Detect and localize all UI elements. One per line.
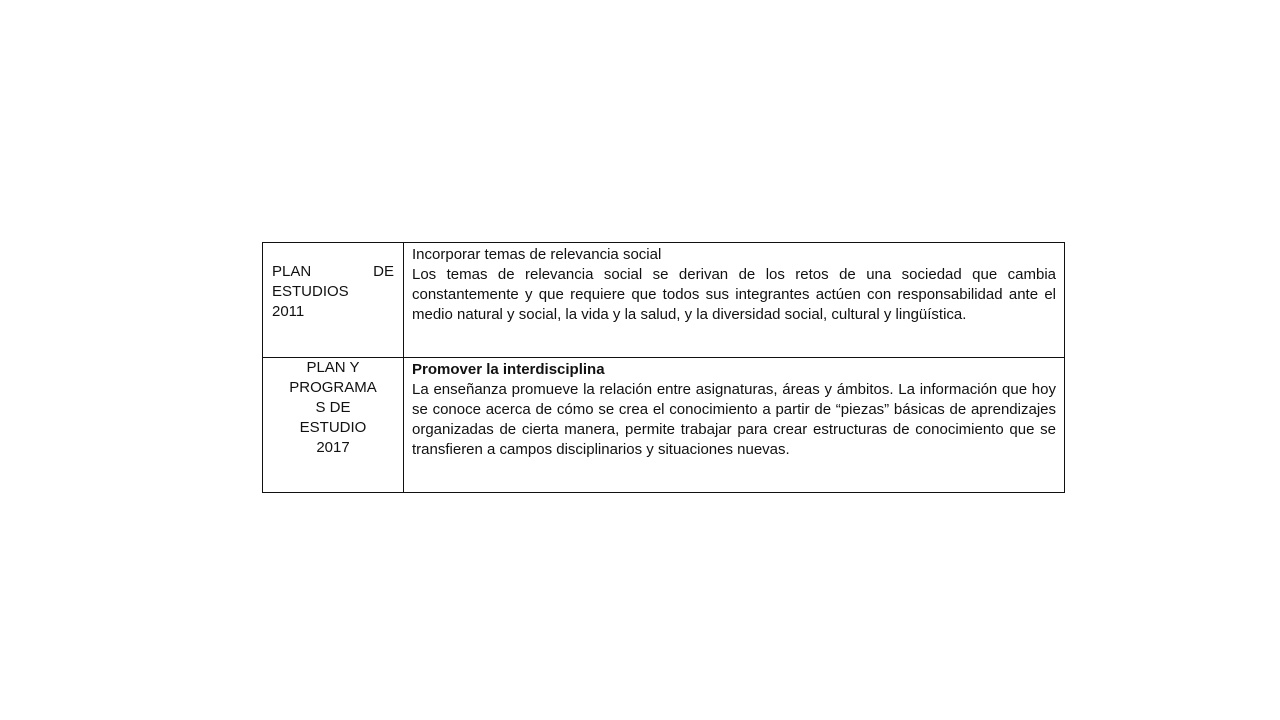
principle-description: Los temas de relevancia social se derivan de los retos de una sociedad que cambia constantemente y que requiere que todos sus integrantes actúen con responsabilidad ante el medio natural y social, la vida y la salud, y la diversidad social, cultural y lingüística. [412,266,1056,323]
plan-name-line: ESTUDIOS [272,283,349,300]
table-row-plan-2017 [263,358,1065,493]
plan-name-line: PLAN DE [272,263,394,280]
plan-name-line: PROGRAMA [289,379,377,396]
plan-name-line: 2011 [272,303,305,320]
principle-heading: Incorporar temas de relevancia social [412,246,662,263]
table-row-plan-2011 [263,243,1065,358]
principle-description: La enseñanza promueve la relación entre asignaturas, áreas y ámbitos. La información que hoy se conoce acerca de cómo se crea el conocimiento a partir de “piezas” básicas de aprendizajes organizadas de cierta manera, permite trabajar para crear estructuras de conocimiento que se transfieren a campos disciplinarios y situaciones nuevas. [412,381,1056,458]
plan-name-line: ESTUDIO [299,419,367,436]
plan-comparison-table [262,242,1065,493]
plan-name-2017 [272,358,394,458]
plan-name-cell-2017 [263,358,404,493]
plan-name-line: S DE [315,399,351,416]
plan-name-line: 2017 [316,439,350,456]
plan-name-cell-2011 [263,243,404,358]
principle-heading: Promover la interdisciplina [412,361,605,378]
principle-cell-2017 [404,358,1065,493]
plan-name-2011 [272,262,394,322]
principle-cell-2011 [404,243,1065,358]
plan-name-line: PLAN Y [306,359,360,376]
